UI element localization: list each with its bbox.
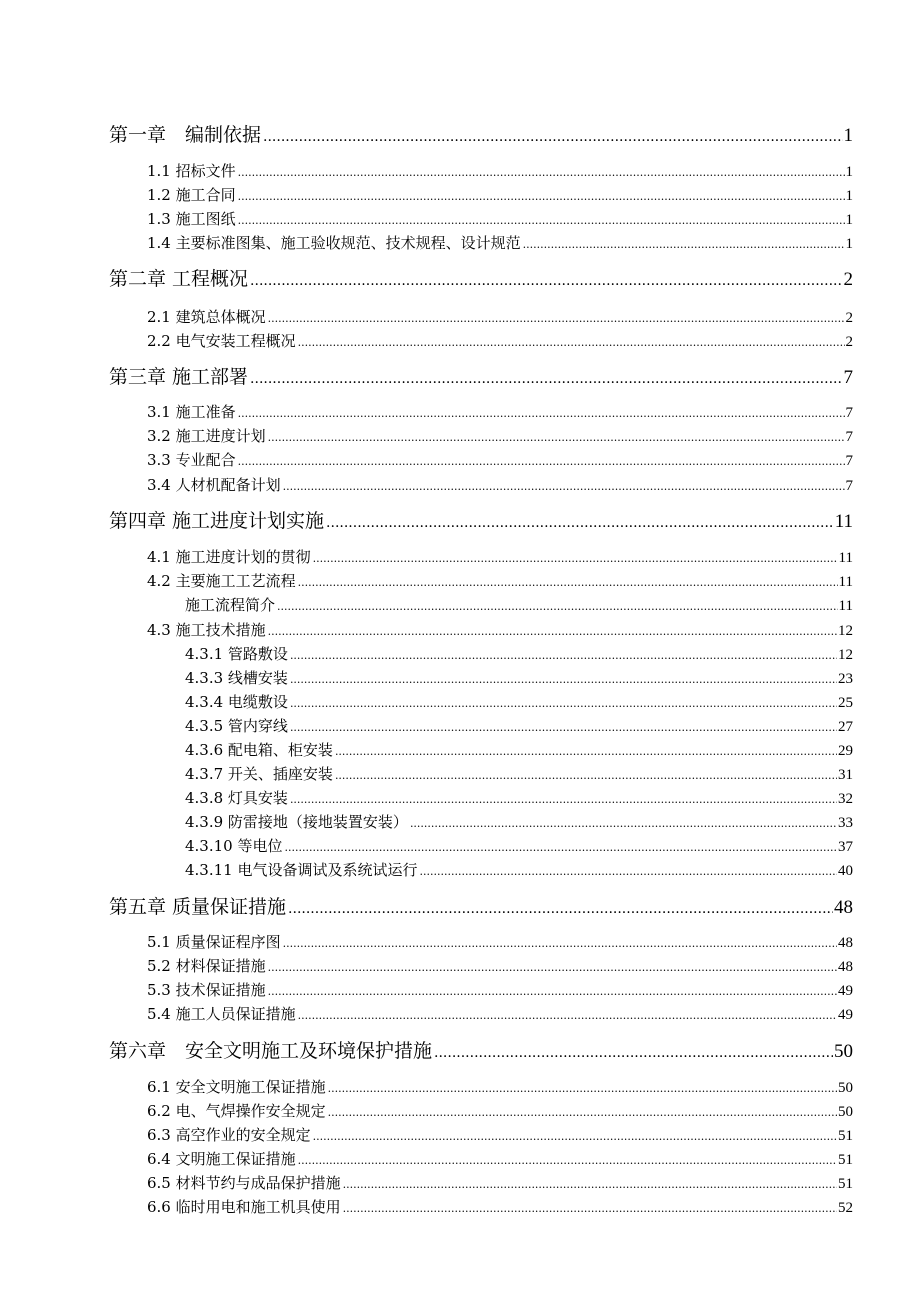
toc-entry-title: 4.3.5 管内穿线 [185, 717, 288, 735]
toc-page-number: 11 [834, 511, 853, 532]
toc-page-number: 29 [838, 743, 853, 759]
toc-page-number: 1 [843, 125, 853, 146]
toc-dot-leader [290, 789, 837, 811]
toc-section-entry[interactable] [0, 401, 853, 423]
toc-section-entry[interactable] [0, 330, 853, 352]
toc-section-entry[interactable] [0, 763, 853, 785]
toc-dot-leader [284, 837, 837, 859]
toc-entry-title: 5.4 施工人员保证措施 [147, 1005, 296, 1023]
toc-section-entry[interactable] [0, 619, 853, 641]
toc-entry-title: 第五章 质量保证措施 [109, 896, 287, 918]
toc-entry-title: 第六章 安全文明施工及环境保护措施 [109, 1040, 433, 1062]
toc-entry-title: 4.3.9 防雷接地（接地装置安装） [185, 813, 408, 831]
toc-dot-leader [263, 124, 842, 150]
toc-page-number: 48 [834, 897, 853, 918]
toc-section-entry[interactable] [0, 1100, 853, 1122]
toc-dot-leader [335, 741, 837, 763]
toc-section-entry[interactable] [0, 787, 853, 809]
toc-entry-title: 6.6 临时用电和施工机具使用 [147, 1198, 341, 1216]
toc-entry-title: 6.2 电、气焊操作安全规定 [147, 1102, 326, 1120]
toc-section-entry[interactable] [0, 425, 853, 447]
toc-entry-title: 6.3 高空作业的安全规定 [147, 1126, 311, 1144]
toc-dot-leader [250, 268, 842, 294]
toc-section-entry[interactable] [0, 1076, 853, 1098]
toc-dot-leader [250, 366, 842, 392]
toc-page-number: 31 [838, 767, 853, 783]
toc-page-number: 1 [845, 188, 853, 204]
toc-entry-title: 4.3.6 配电箱、柜安装 [185, 741, 333, 759]
toc-section-entry[interactable] [0, 1172, 853, 1194]
toc-entry-title: 4.2 主要施工工艺流程 [147, 572, 296, 590]
toc-entry-title: 1.1 招标文件 [147, 162, 236, 180]
toc-dot-leader [328, 1102, 837, 1124]
toc-page-number: 48 [838, 935, 853, 951]
toc-page-number: 7 [845, 478, 853, 494]
toc-page-number: 7 [845, 405, 853, 421]
toc-entry-title: 3.3 专业配合 [147, 451, 236, 469]
toc-section-entry[interactable] [0, 570, 853, 592]
toc-dot-leader [290, 645, 837, 667]
toc-section-entry[interactable] [0, 955, 853, 977]
toc-entry-title: 4.3.7 开关、插座安装 [185, 765, 333, 783]
toc-dot-leader [313, 548, 838, 570]
toc-dot-leader [298, 572, 838, 594]
toc-dot-leader [298, 1005, 837, 1027]
toc-entry-title: 2.2 电气安装工程概况 [147, 332, 296, 350]
toc-page-number: 27 [838, 719, 853, 735]
toc-section-entry[interactable] [0, 691, 853, 713]
toc-section-entry[interactable] [0, 715, 853, 737]
toc-chapter-entry[interactable] [0, 894, 853, 920]
toc-chapter-entry[interactable] [0, 266, 853, 292]
toc-entry-title: 第四章 施工进度计划实施 [109, 510, 325, 532]
toc-dot-leader [335, 765, 837, 787]
toc-section-entry[interactable] [0, 474, 853, 496]
toc-dot-leader [343, 1198, 837, 1220]
toc-entry-title: 4.1 施工进度计划的贯彻 [147, 548, 311, 566]
toc-page-number: 50 [838, 1104, 853, 1120]
toc-entry-title: 1.4 主要标准图集、施工验收规范、技术规程、设计规范 [147, 234, 521, 252]
toc-dot-leader [419, 861, 837, 883]
toc-section-entry[interactable] [0, 859, 853, 881]
toc-entry-title: 5.2 材料保证措施 [147, 957, 266, 975]
toc-section-entry[interactable] [0, 643, 853, 665]
toc-dot-leader [283, 476, 845, 498]
toc-dot-leader [290, 693, 837, 715]
toc-dot-leader [238, 403, 845, 425]
toc-page-number: 11 [838, 574, 853, 590]
toc-page-number: 7 [845, 453, 853, 469]
toc-dot-leader [238, 162, 845, 184]
toc-entry-title: 3.2 施工进度计划 [147, 427, 266, 445]
toc-dot-leader [268, 981, 837, 1003]
toc-section-entry[interactable] [0, 931, 853, 953]
toc-entry-title: 2.1 建筑总体概况 [147, 308, 266, 326]
toc-entry-title: 第三章 施工部署 [109, 366, 249, 388]
toc-entry-title: 第一章 编制依据 [109, 124, 262, 146]
toc-page-number: 40 [838, 863, 853, 879]
toc-section-entry[interactable] [0, 184, 853, 206]
toc-section-entry[interactable] [0, 667, 853, 689]
toc-page-number: 37 [838, 839, 853, 855]
toc-entry-title: 1.2 施工合同 [147, 186, 236, 204]
toc-page-number: 48 [838, 959, 853, 975]
toc-section-entry[interactable] [0, 739, 853, 761]
toc-section-entry[interactable] [0, 232, 853, 254]
toc-entry-title: 4.3.1 管路敷设 [185, 645, 288, 663]
toc-dot-leader [268, 621, 837, 643]
toc-dot-leader [326, 510, 834, 536]
toc-page-number: 51 [838, 1152, 853, 1168]
toc-page-number: 1 [845, 212, 853, 228]
toc-chapter-entry[interactable] [0, 122, 853, 148]
toc-section-entry[interactable] [0, 1003, 853, 1025]
toc-entry-title: 5.3 技术保证措施 [147, 981, 266, 999]
toc-dot-leader [238, 210, 845, 232]
toc-entry-title: 1.3 施工图纸 [147, 210, 236, 228]
toc-section-entry[interactable] [0, 594, 853, 616]
toc-dot-leader [523, 234, 845, 256]
toc-dot-leader [298, 1150, 837, 1172]
toc-page-number: 1 [845, 236, 853, 252]
toc-page-number: 52 [838, 1200, 853, 1216]
toc-page-number: 51 [838, 1176, 853, 1192]
toc-section-entry[interactable] [0, 546, 853, 568]
toc-section-entry[interactable] [0, 1124, 853, 1146]
toc-entry-title: 6.5 材料节约与成品保护措施 [147, 1174, 341, 1192]
toc-dot-leader [277, 596, 838, 618]
toc-dot-leader [328, 1078, 837, 1100]
toc-entry-title: 3.1 施工准备 [147, 403, 236, 421]
toc-dot-leader [238, 451, 845, 473]
toc-page-number: 7 [843, 367, 853, 388]
toc-dot-leader [313, 1126, 837, 1148]
toc-dot-leader [290, 669, 837, 691]
toc-page-number: 2 [845, 310, 853, 326]
toc-entry-title: 施工流程简介 [185, 596, 276, 614]
toc-section-entry[interactable] [0, 208, 853, 230]
toc-dot-leader [298, 332, 845, 354]
toc-page-number: 49 [838, 983, 853, 999]
toc-page-number: 50 [834, 1041, 853, 1062]
toc-chapter-entry[interactable] [0, 364, 853, 390]
toc-dot-leader [288, 896, 833, 922]
toc-entry-title: 6.1 安全文明施工保证措施 [147, 1078, 326, 1096]
toc-section-entry[interactable] [0, 811, 853, 833]
toc-page-number: 11 [838, 550, 853, 566]
toc-entry-title: 4.3.3 线槽安装 [185, 669, 288, 687]
toc-page-number: 1 [845, 164, 853, 180]
toc-page-number: 25 [838, 695, 853, 711]
toc-page-number: 23 [838, 671, 853, 687]
toc-page-number: 12 [838, 623, 853, 639]
toc-section-entry[interactable] [0, 979, 853, 1001]
toc-entry-title: 6.4 文明施工保证措施 [147, 1150, 296, 1168]
toc-page-number: 2 [845, 334, 853, 350]
toc-page-number: 49 [838, 1007, 853, 1023]
toc-entry-title: 4.3.10 等电位 [185, 837, 283, 855]
toc-entry-title: 3.4 人材机配备计划 [147, 476, 281, 494]
toc-dot-leader [268, 308, 845, 330]
toc-chapter-entry[interactable] [0, 508, 853, 534]
toc-entry-title: 5.1 质量保证程序图 [147, 933, 281, 951]
toc-dot-leader [268, 427, 845, 449]
toc-section-entry[interactable] [0, 449, 853, 471]
toc-chapter-entry[interactable] [0, 1038, 853, 1064]
toc-page-number: 50 [838, 1080, 853, 1096]
toc-page-number: 32 [838, 791, 853, 807]
toc-section-entry[interactable] [0, 835, 853, 857]
toc-dot-leader [434, 1040, 833, 1066]
toc-section-entry[interactable] [0, 1196, 853, 1218]
toc-entry-title: 第二章 工程概况 [109, 268, 249, 290]
toc-dot-leader [343, 1174, 837, 1196]
toc-page-number: 33 [838, 815, 853, 831]
toc-section-entry[interactable] [0, 306, 853, 328]
toc-page-number: 2 [843, 269, 853, 290]
toc-dot-leader [290, 717, 837, 739]
toc-dot-leader [410, 813, 837, 835]
toc-page-number: 51 [838, 1128, 853, 1144]
toc-entry-title: 4.3.8 灯具安装 [185, 789, 288, 807]
toc-page-number: 12 [838, 647, 853, 663]
toc-page-number: 7 [845, 429, 853, 445]
toc-section-entry[interactable] [0, 160, 853, 182]
toc-entry-title: 4.3 施工技术措施 [147, 621, 266, 639]
toc-entry-title: 4.3.4 电缆敷设 [185, 693, 288, 711]
toc-dot-leader [268, 957, 837, 979]
toc-page-number: 11 [838, 598, 853, 614]
toc-dot-leader [283, 933, 837, 955]
toc-entry-title: 4.3.11 电气设备调试及系统试运行 [185, 861, 418, 879]
toc-dot-leader [238, 186, 845, 208]
toc-section-entry[interactable] [0, 1148, 853, 1170]
